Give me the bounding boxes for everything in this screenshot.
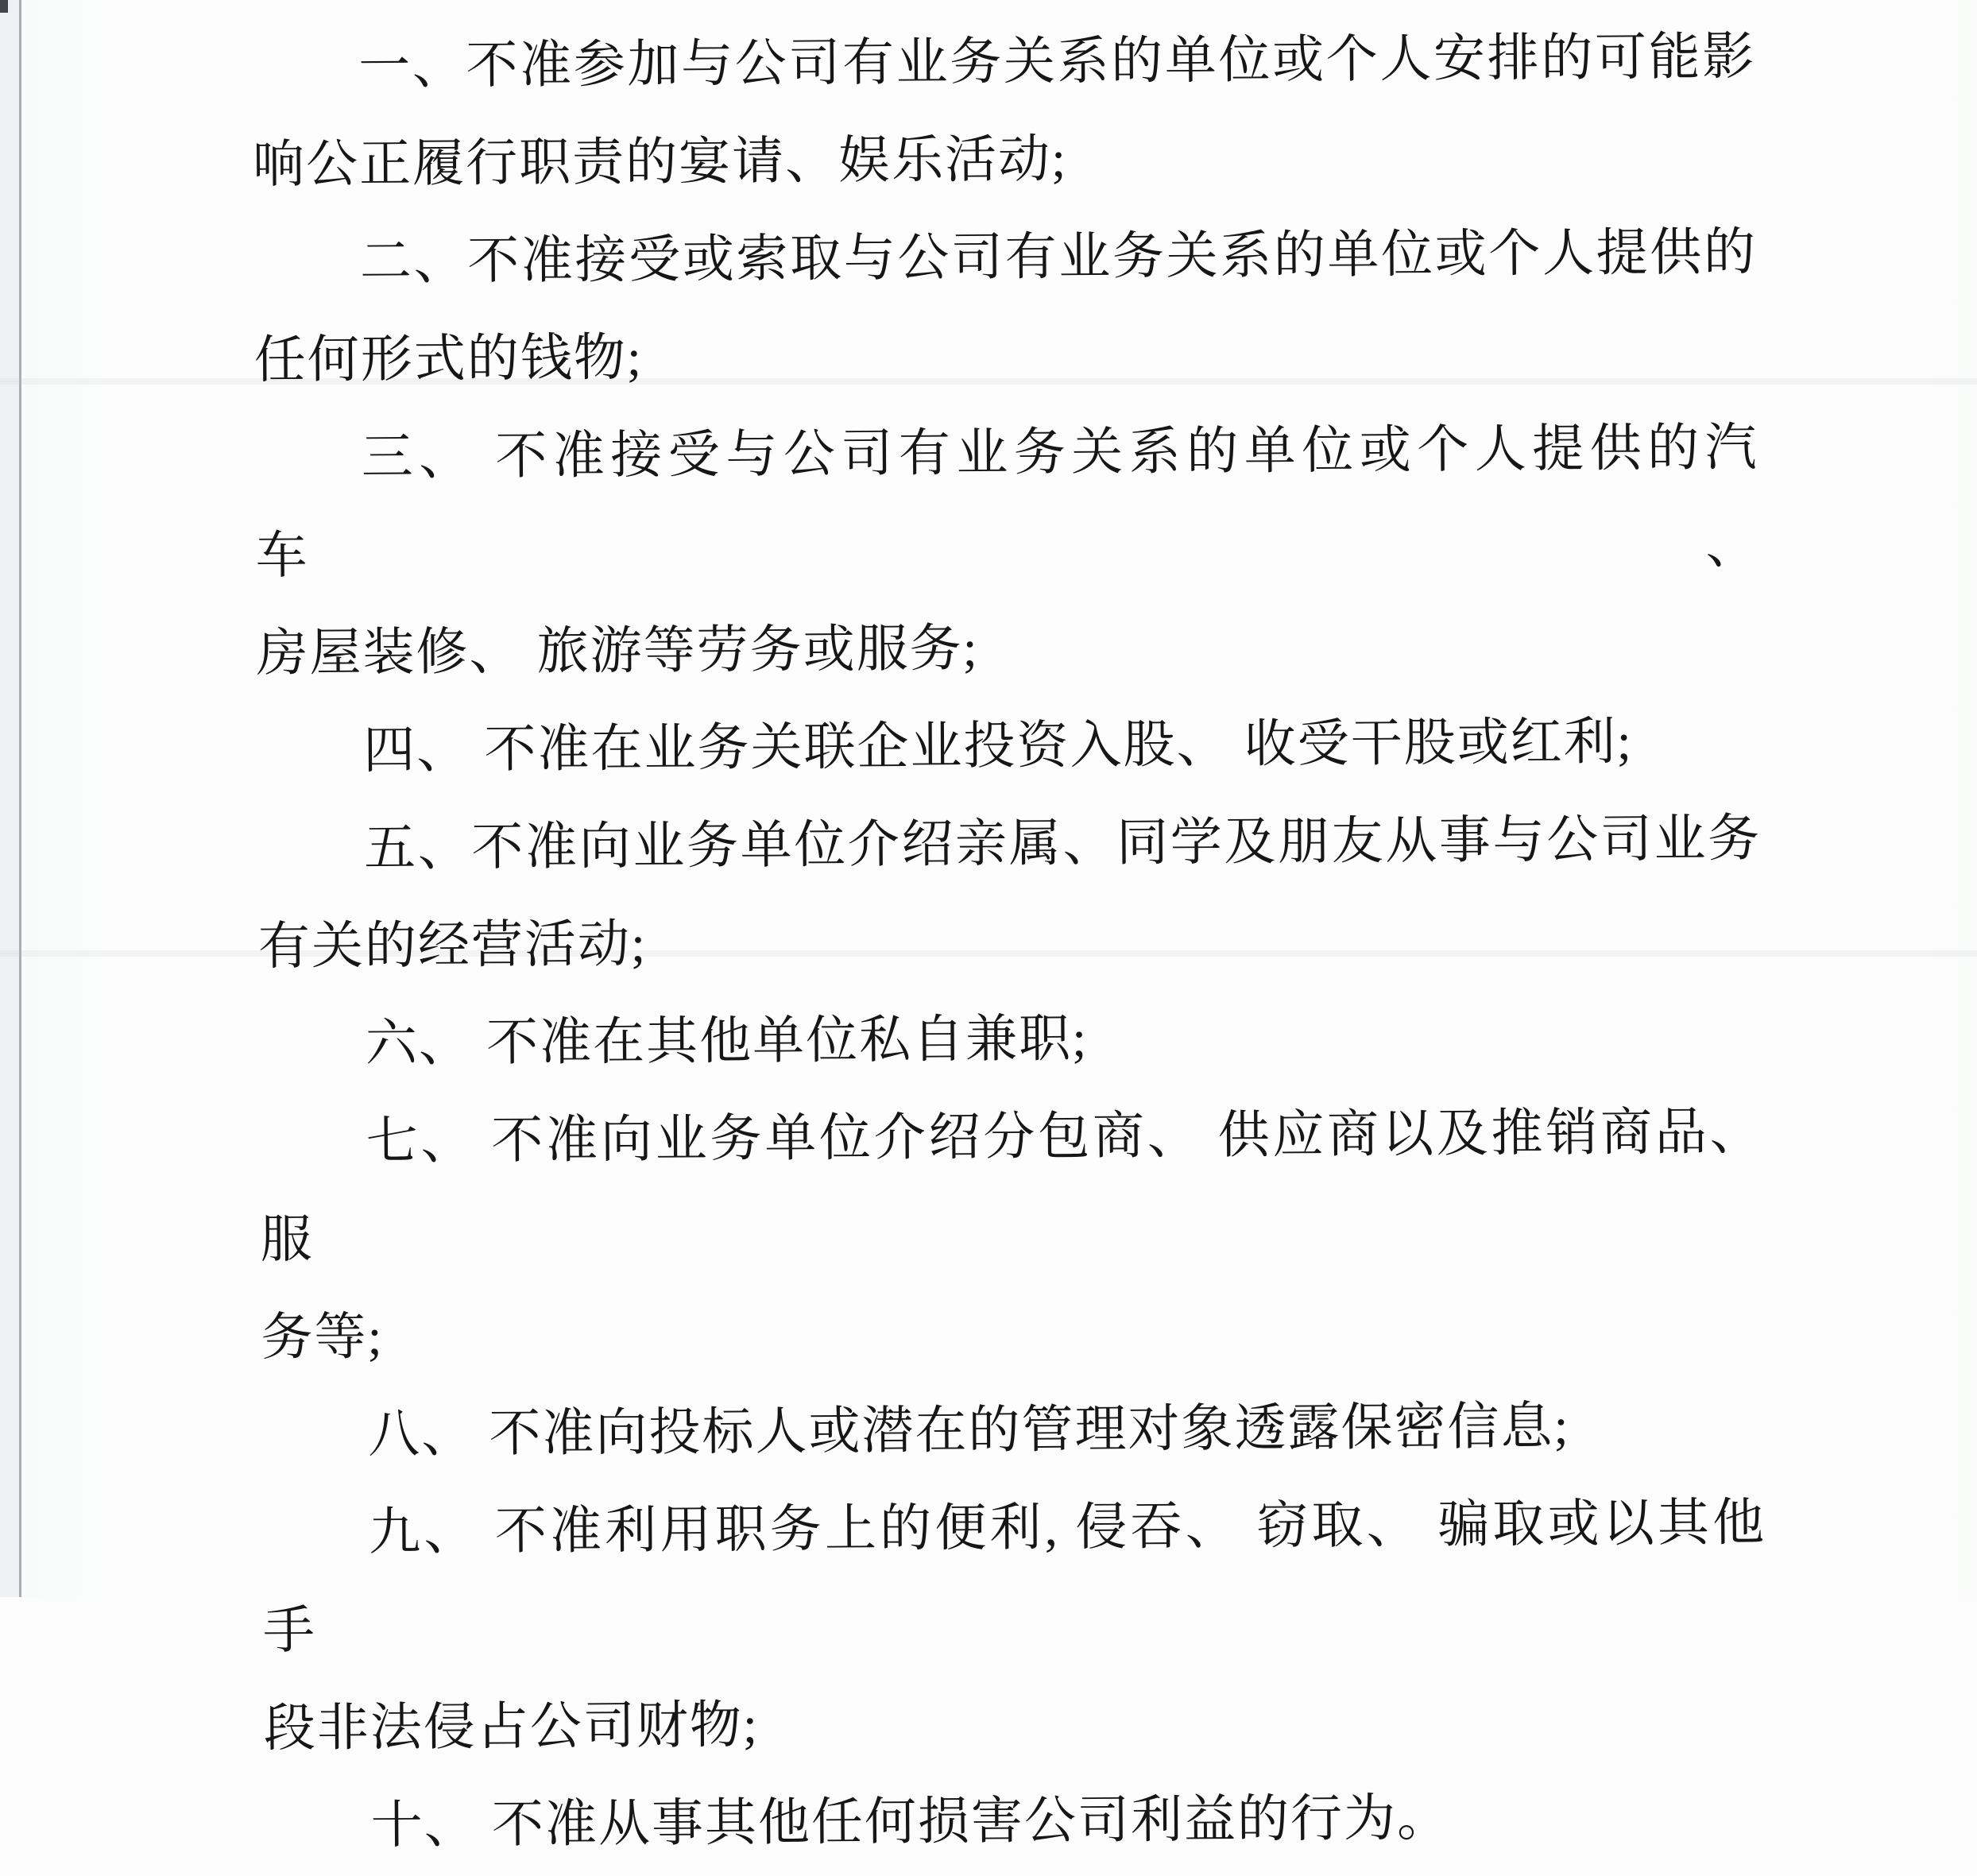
text-line: 一、不准参加与公司有业务关系的单位或个人安排的可能影 [358, 28, 1756, 96]
text-line: 任何形式的钱物; [253, 329, 644, 390]
text-line: 段非法侵占公司财物; [263, 1696, 760, 1758]
text-line: 七、 不准向业务单位介绍分包商、 供应商以及推销商品、 服 [260, 1103, 1763, 1269]
text-line: 房屋装修、 旅游等劳务或服务; [256, 620, 979, 683]
text-line: 务等; [261, 1308, 384, 1367]
text-line: 六、 不准在其他单位私自兼职; [365, 1010, 1089, 1073]
scan-edge-strip [0, 0, 19, 1597]
document-text-block [252, 9, 1768, 1876]
text-line: 五、不准向业务单位介绍亲属、同学及朋友从事与公司业务 [363, 810, 1762, 878]
scan-corner-mark [0, 0, 8, 13]
text-line: 有关的经营活动; [257, 915, 648, 976]
text-line: 响公正履行职责的宴请、娱乐活动; [252, 130, 1068, 195]
text-line: 四、 不准在业务关联企业投资入股、 收受干股或红利; [363, 713, 1634, 780]
text-line: 十、 不准从事其他任何损害公司利益的行为。 [370, 1789, 1451, 1855]
text-line: 二、不准接受或索取与公司有业务关系的单位或个人提供的 [359, 223, 1758, 292]
text-line: 九、 不准利用职务上的便利, 侵吞、 窃取、 骗取或以其他手 [262, 1494, 1766, 1660]
scan-edge-line [19, 0, 21, 1597]
text-line: 八、 不准向投标人或潜在的管理对象透露保密信息; [368, 1398, 1570, 1464]
text-line: 三、 不准接受与公司有业务关系的单位或个人提供的汽车、 [255, 419, 1759, 586]
